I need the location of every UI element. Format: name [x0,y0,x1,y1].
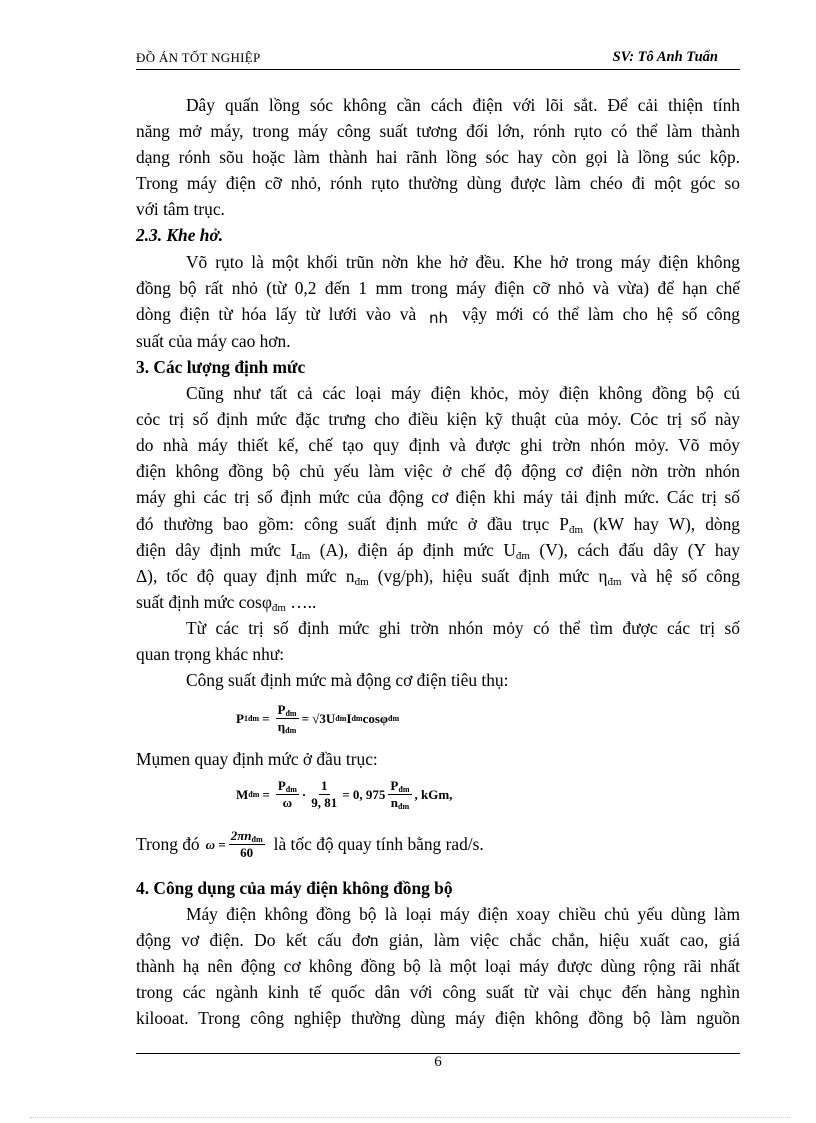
page-number: 6 [434,1054,442,1070]
heading-4: 4. Công dụng của máy điện không đồng bộ [136,878,453,898]
text-line: Dây quấn lồng sóc không cần cách điện với lõi sắt. Để cải thiện tính [186,95,740,115]
text-line: trong các ngành kinh tế quốc dân với công suất từ vài chục đến hàng nghìn [136,982,740,1003]
text-line: Δ), tốc độ quay định mức $n_{đm}$ (vg/ph), hiệu suất định mức $\eta_{đm}$ và hệ số công [136,565,740,588]
header-title: ĐỒ ÁN TỐT NGHIỆP [136,50,261,65]
text-line: kilooat. Trong công nghiệp thường dùng máy điện không đồng bộ làm nguồn [136,1008,740,1029]
paragraph-air-gap [136,249,740,354]
formula-torque: M đm = $\frac{P_{đm}}{\omega}$ · $\frac{1}{9, 81}$ = 0, 975 $\frac{P_{đm}}{n_{đm}}$ , kGm, [236,778,453,811]
text-line: quan trọng khác như: [136,643,285,664]
text-line: suất của máy cao hơn. [136,330,291,351]
header-author: SV: Tô Anh Tuấn [612,49,718,65]
heading-2-3: 2.3. Khe hở. [136,225,224,246]
text-line: Từ các trị số định mức ghi trờn nhón mỏy có thể tìm được các trị số [186,617,740,638]
text-line: cỏc trị số định mức đặc trưng cho điều kiện kỹ thuật của mỏy. Cỏc trị số này [136,409,740,430]
text-line: Cũng như tất cả các loại máy điện khỏc, mỏy điện không đồng bộ cú [186,383,740,404]
text-line: điện không đồng bộ chủ yếu làm việc ở chế độ động cơ điện nờn trờn nhón [136,461,740,482]
paragraph-rated-values [136,380,740,615]
text-line: Trong máy điện cỡ nhỏ, rónh rụto thường dùng được làm chéo đi một góc so [136,173,740,194]
text-line: dòng điện từ hóa lấy từ lưới vào và nh vậy mới có thể làm cho hệ số công [136,303,740,327]
paragraph-derived-values [136,615,740,667]
section-4 [136,875,740,1032]
text-line: thành hạ nên động cơ không đồng bộ là một loại máy được dùng rộng rãi nhất [136,956,740,977]
text-line: với tâm trục. [136,199,225,220]
text-line: suất định mức cosφ$_{đm}$ ….. [136,591,317,614]
text-line: điện dây định mức $I_{đm}$ (A), điện áp định mức $U_{đm}$ (V), cách đấu dây (Y hay [136,539,740,562]
paragraph-angular-speed: Trong đó ω = $\frac{2\pi n_{đm}}{60}$ là tốc độ quay tính bằng rad/s. [136,828,484,860]
text-line: năng mở máy, trong máy công suất tương đối lớn, rónh rụto có thể làm thành [136,121,740,142]
paragraph-rotor-winding [136,92,740,222]
text-line: đồng bộ rất nhỏ (từ 0,2 đến 1 mm trong máy điện cỡ nhỏ và vừa) để hạn chế [136,277,740,298]
page-break-line [30,1117,790,1118]
paragraph-applications [136,901,740,1031]
header-rule [136,69,740,70]
text-line: đó thường bao gồm: công suất định mức ở đầu trục $P_{đm}$ (kW hay W), dòng [136,513,740,536]
formula-input-power: P 1đm = $\frac{P_{đm}}{\eta_{đm}}$ = √3U đm I đm cosφ đm [236,702,400,735]
page-header [136,50,740,70]
text-line: máy ghi các trị số định mức của động cơ điện khi máy tải định mức. Các trị số [136,487,740,508]
document-body [136,92,740,693]
text-line: động vơ điện. Do kết cấu đơn giản, làm việc chắc chắn, hiệu xuất cao, giá [136,930,740,951]
formula-omega: ω = $\frac{2\pi n_{đm}}{60}$ [205,828,263,860]
text-line: Máy điện không đồng bộ là loại máy điện xoay chiều chủ yếu dùng làm [186,904,740,925]
text-line: do nhà máy thiết kế, chế tạo quy định và được ghi trờn nhón mỏy. Võ mỏy [136,435,740,456]
text-line: Võ rụto là một khối trũn nờn khe hở đều. Khe hở trong máy điện không [186,251,740,272]
paragraph-torque: Mụmen quay định mức ở đầu trục: [136,749,378,769]
heading-3: 3. Các lượng định mức [136,356,306,377]
paragraph-power-consumed: Công suất định mức mà động cơ điện tiêu thụ: [186,670,509,691]
text-line: dạng rónh sõu hoặc làm thành hai rãnh lồng sóc hay còn gọi là lồng súc kộp. [136,147,740,168]
